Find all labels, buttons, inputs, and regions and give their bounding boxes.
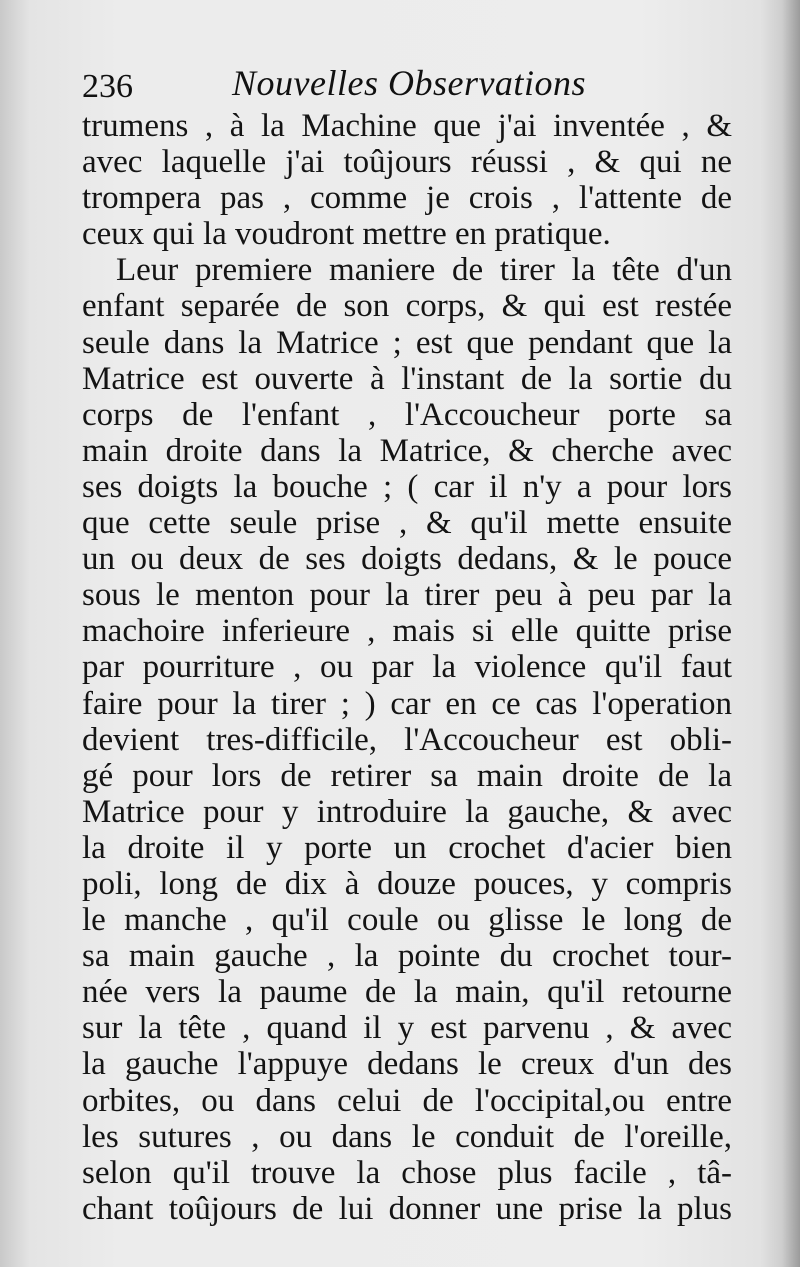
text-line: poli, long de dix à douze pouces, y compris — [82, 865, 732, 902]
text-line: chant toûjours de lui donner une prise la plus — [82, 1190, 732, 1227]
text-line: un ou deux de ses doigts dedans, & le pouce — [82, 541, 732, 578]
text-line: enfant separée de son corps, & qui est restée — [82, 288, 732, 325]
text-line: trompera pas , comme je crois , l'attente de — [82, 180, 732, 217]
text-line: Matrice est ouverte à l'instant de la sortie du — [82, 360, 732, 397]
text-line: trumens , à la Machine que j'ai inventée , & — [82, 108, 732, 144]
text-line: seule dans la Matrice ; est que pendant que la — [82, 324, 732, 361]
text-line: main droite dans la Matrice, & cherche avec — [82, 432, 732, 469]
page-header — [82, 62, 732, 108]
text-line: la droite il y porte un crochet d'acier bien — [82, 829, 732, 866]
text-line: devient tres-difficile, l'Accoucheur est obli- — [82, 721, 732, 758]
body-text — [82, 108, 732, 1227]
text-line: avec laquelle j'ai toûjours réussi , & qui ne — [82, 144, 732, 181]
text-line: par pourriture , ou par la violence qu'il faut — [82, 649, 732, 686]
text-line: selon qu'il trouve la chose plus facile , tâ- — [82, 1154, 732, 1191]
text-line: sa main gauche , la pointe du crochet tour- — [82, 938, 732, 975]
gutter-shadow — [782, 0, 800, 1267]
text-line: sur la tête , quand il y est parvenu , & avec — [82, 1010, 732, 1047]
text-line: que cette seule prise , & qu'il mette ensuite — [82, 505, 732, 542]
page-number: 236 — [82, 68, 133, 105]
running-head: Nouvelles Observations — [232, 63, 586, 103]
text-line: la gauche l'appuye dedans le creux d'un des — [82, 1046, 732, 1083]
text-line: ses doigts la bouche ; ( car il n'y a pour lors — [82, 468, 732, 505]
text-line: le manche , qu'il coule ou glisse le long de — [82, 902, 732, 939]
text-line: faire pour la tirer ; ) car en ce cas l'operation — [82, 685, 732, 722]
text-line: ceux qui la voudront mettre en pratique. — [82, 216, 611, 253]
text-line: Leur premiere maniere de tirer la tête d'un — [116, 252, 732, 289]
text-line: orbites, ou dans celui de l'occipital,ou entre — [82, 1082, 732, 1119]
text-line: Matrice pour y introduire la gauche, & avec — [82, 793, 732, 830]
text-line: les sutures , ou dans le conduit de l'oreille, — [82, 1118, 732, 1155]
text-line: née vers la paume de la main, qu'il retourne — [82, 974, 732, 1011]
text-line: machoire inferieure , mais si elle quitte prise — [82, 613, 732, 650]
text-line: corps de l'enfant , l'Accoucheur porte sa — [82, 396, 732, 433]
text-line: gé pour lors de retirer sa main droite de la — [82, 757, 732, 794]
text-line: sous le menton pour la tirer peu à peu par la — [82, 577, 732, 614]
